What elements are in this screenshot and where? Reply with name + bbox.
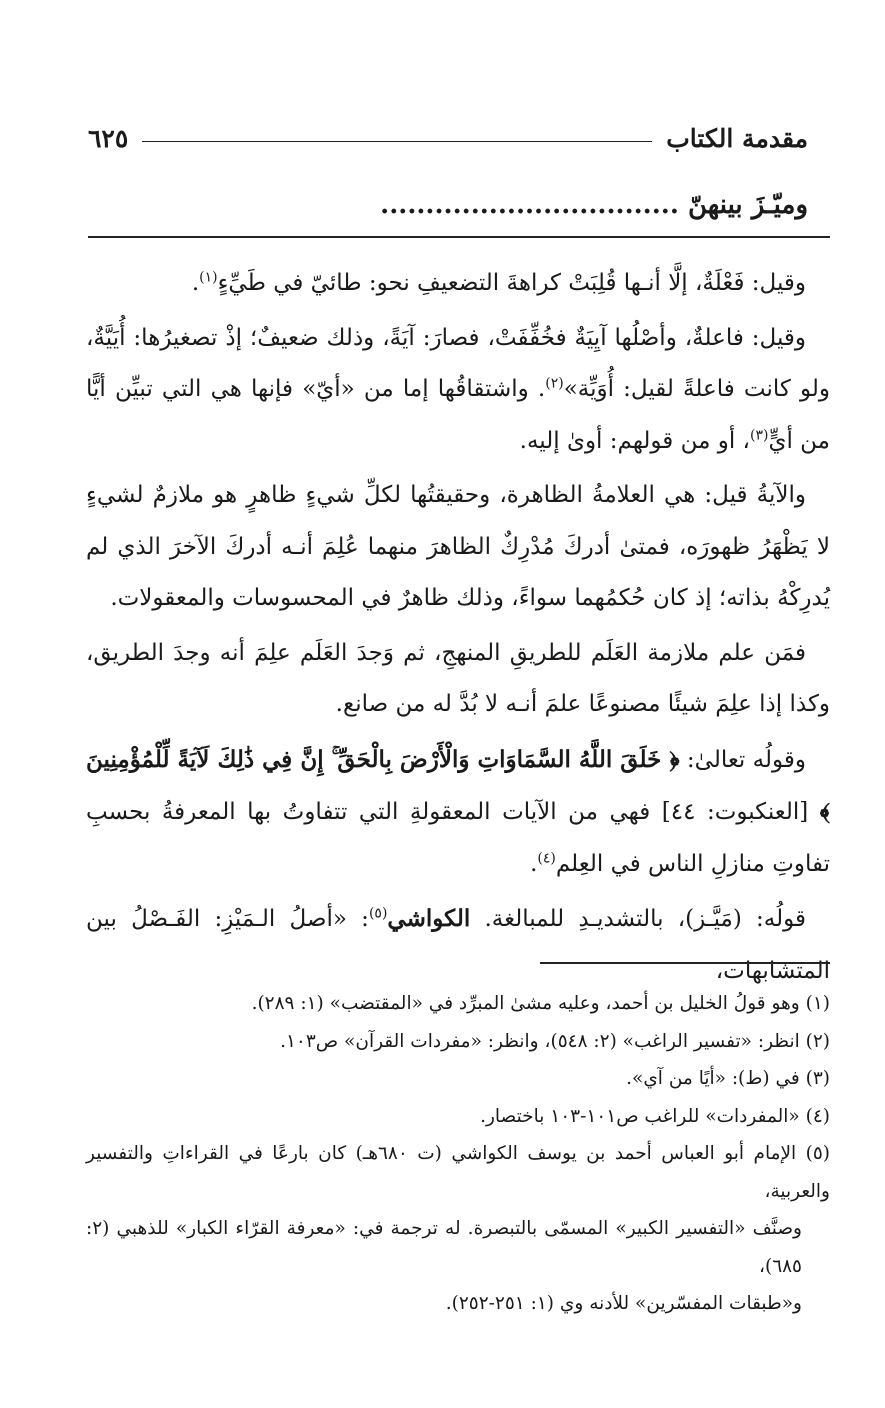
- page-number: ٦٢٥: [88, 123, 129, 153]
- footnote-ref[interactable]: (٢): [545, 375, 564, 392]
- footnote-separator: [540, 962, 830, 964]
- main-text: [86, 258, 830, 1000]
- footnote-ref[interactable]: (٥): [368, 905, 388, 922]
- lemma-text: وميّـزَ بينهنّ: [687, 190, 808, 220]
- running-header: [88, 118, 808, 158]
- author-name: الكواشي: [387, 905, 471, 932]
- footnote-continuation: وصنَّف «التفسير الكبير» المسمّى بالتبصرة. له ترجمة في: «معرفة القرّاء الكبار» للذهبي (٢: ٦٨٥)،: [86, 1218, 802, 1277]
- footnote: (٣) في (ط): «أيًا من آي».: [626, 1068, 830, 1089]
- quran-verse: ﴿ خَلَقَ اللَّهُ السَّمَاوَاتِ وَالْأَرْضَ بِالْحَقِّ ۚ إِنَّ فِي ذَٰلِكَ لَآيَةً لِّلْمُؤْمِنِينَ ﴾: [86, 745, 830, 825]
- footnote-continuation: و«طبقات المفسّرين» للأدنه وي (١: ٢٥١-٢٥٢).: [445, 1293, 802, 1314]
- paragraph: والآيةُ قيل: هي العلامةُ الظاهرة، وحقيقتُها لكلِّ شيءٍ ظاهرٍ هو ملازمٌ لشيءٍ لا يَظْهَرُ ظهورَه، فمتىٰ أدركَ مُدْرِكٌ الظاهرَ منهما عُلِمَ أنـه أدركَ الآخرَ الذي لم يُدرِكْهُ بذاته؛ إذ كان حُكمُهما سواءً، وذلك ظاهرٌ في المحسوسات والمعقولات.: [86, 482, 830, 611]
- commentary-lemma: [88, 190, 808, 220]
- footnote-ref[interactable]: (١): [199, 269, 218, 286]
- footnote: (١) وهو قولُ الخليل بن أحمد، وعليه مشىٰ المبرِّد في «المقتضب» (١: ٢٨٩).: [251, 993, 830, 1014]
- footnote: (٢) انظر: «تفسير الراغب» (٢: ٥٤٨)، وانظر: «مفردات القرآن» ص١٠٣.: [280, 1030, 830, 1052]
- paragraph: وقيل: فَعْلَةٌ، إلَّا أنـها قُلِبَتْ كراهةَ التضعيفِ نحو: طائيّ في طَيِّءٍ$^{(١)}$.: [191, 269, 806, 296]
- chapter-title: مقدمة الكتاب: [666, 123, 808, 153]
- footnote: (٤) «المفردات» للراغب ص١٠١-١٠٣ باختصار.: [480, 1105, 830, 1127]
- paragraph: فمَن علم ملازمة العَلَم للطريقِ المنهجِ، ثم وَجدَ العَلَم علِمَ أنه وجدَ الطريق، وكذا إذا علِمَ شيئًا مصنوعًا علمَ أنـه لا بُدَّ له من صانع.: [86, 639, 830, 717]
- footnotes: [86, 985, 830, 1323]
- footnote-ref[interactable]: (٣): [749, 426, 769, 443]
- lemma-rule: [88, 236, 830, 238]
- footnote-ref[interactable]: (٤): [537, 849, 556, 866]
- paragraph: قولُه: (مَيَّـز)، بالتشديـدِ للمبالغة. الكواشي$^{(٥)}$: «أصلُ الـمَيْزِ: الفَـصْلُ بين المتشابهات،: [86, 905, 830, 984]
- header-rule: [142, 141, 652, 142]
- footnote: (٥) الإمام أبو العباس أحمد بن يوسف الكواشي (ت ٦٨٠هـ) كان بارعًا في القراءاتِ والتفسير والعربية،: [86, 1143, 831, 1202]
- lemma-dots: .................................: [380, 190, 679, 220]
- paragraph: وقيل: فاعلةٌ، وأصْلُها آيِيَةٌ فخُفِّفَتْ، فصارَ: آيَةً، وذلك ضعيفٌ؛ إذْ تصغيرُها: أُيَيَّةٌ، ولو كانت فاعلةً لقيل: أُوَيِّة»$^{(٢)}$. واشتقاقُها إما من «أيّ» فإنها هي التي تبيِّن أيًّا من أيٍّ$^{(٣)}$، أو من قولهم: أوىٰ إليه.: [86, 324, 830, 454]
- paragraph: وقولُه تعالىٰ: ﴿ خَلَقَ اللَّهُ السَّمَاوَاتِ وَالْأَرْضَ بِالْحَقِّ ۚ إِنَّ فِي ذَٰلِكَ لَآيَةً لِّلْمُؤْمِنِينَ ﴾ [العنكبوت: ٤٤] فهي من الآيات المعقولةِ التي تتفاوتُ بها المعرفةُ بحسبِ تفاوتِ منازلِ الناس في العِلم$^{(٤)}$.: [86, 745, 830, 877]
